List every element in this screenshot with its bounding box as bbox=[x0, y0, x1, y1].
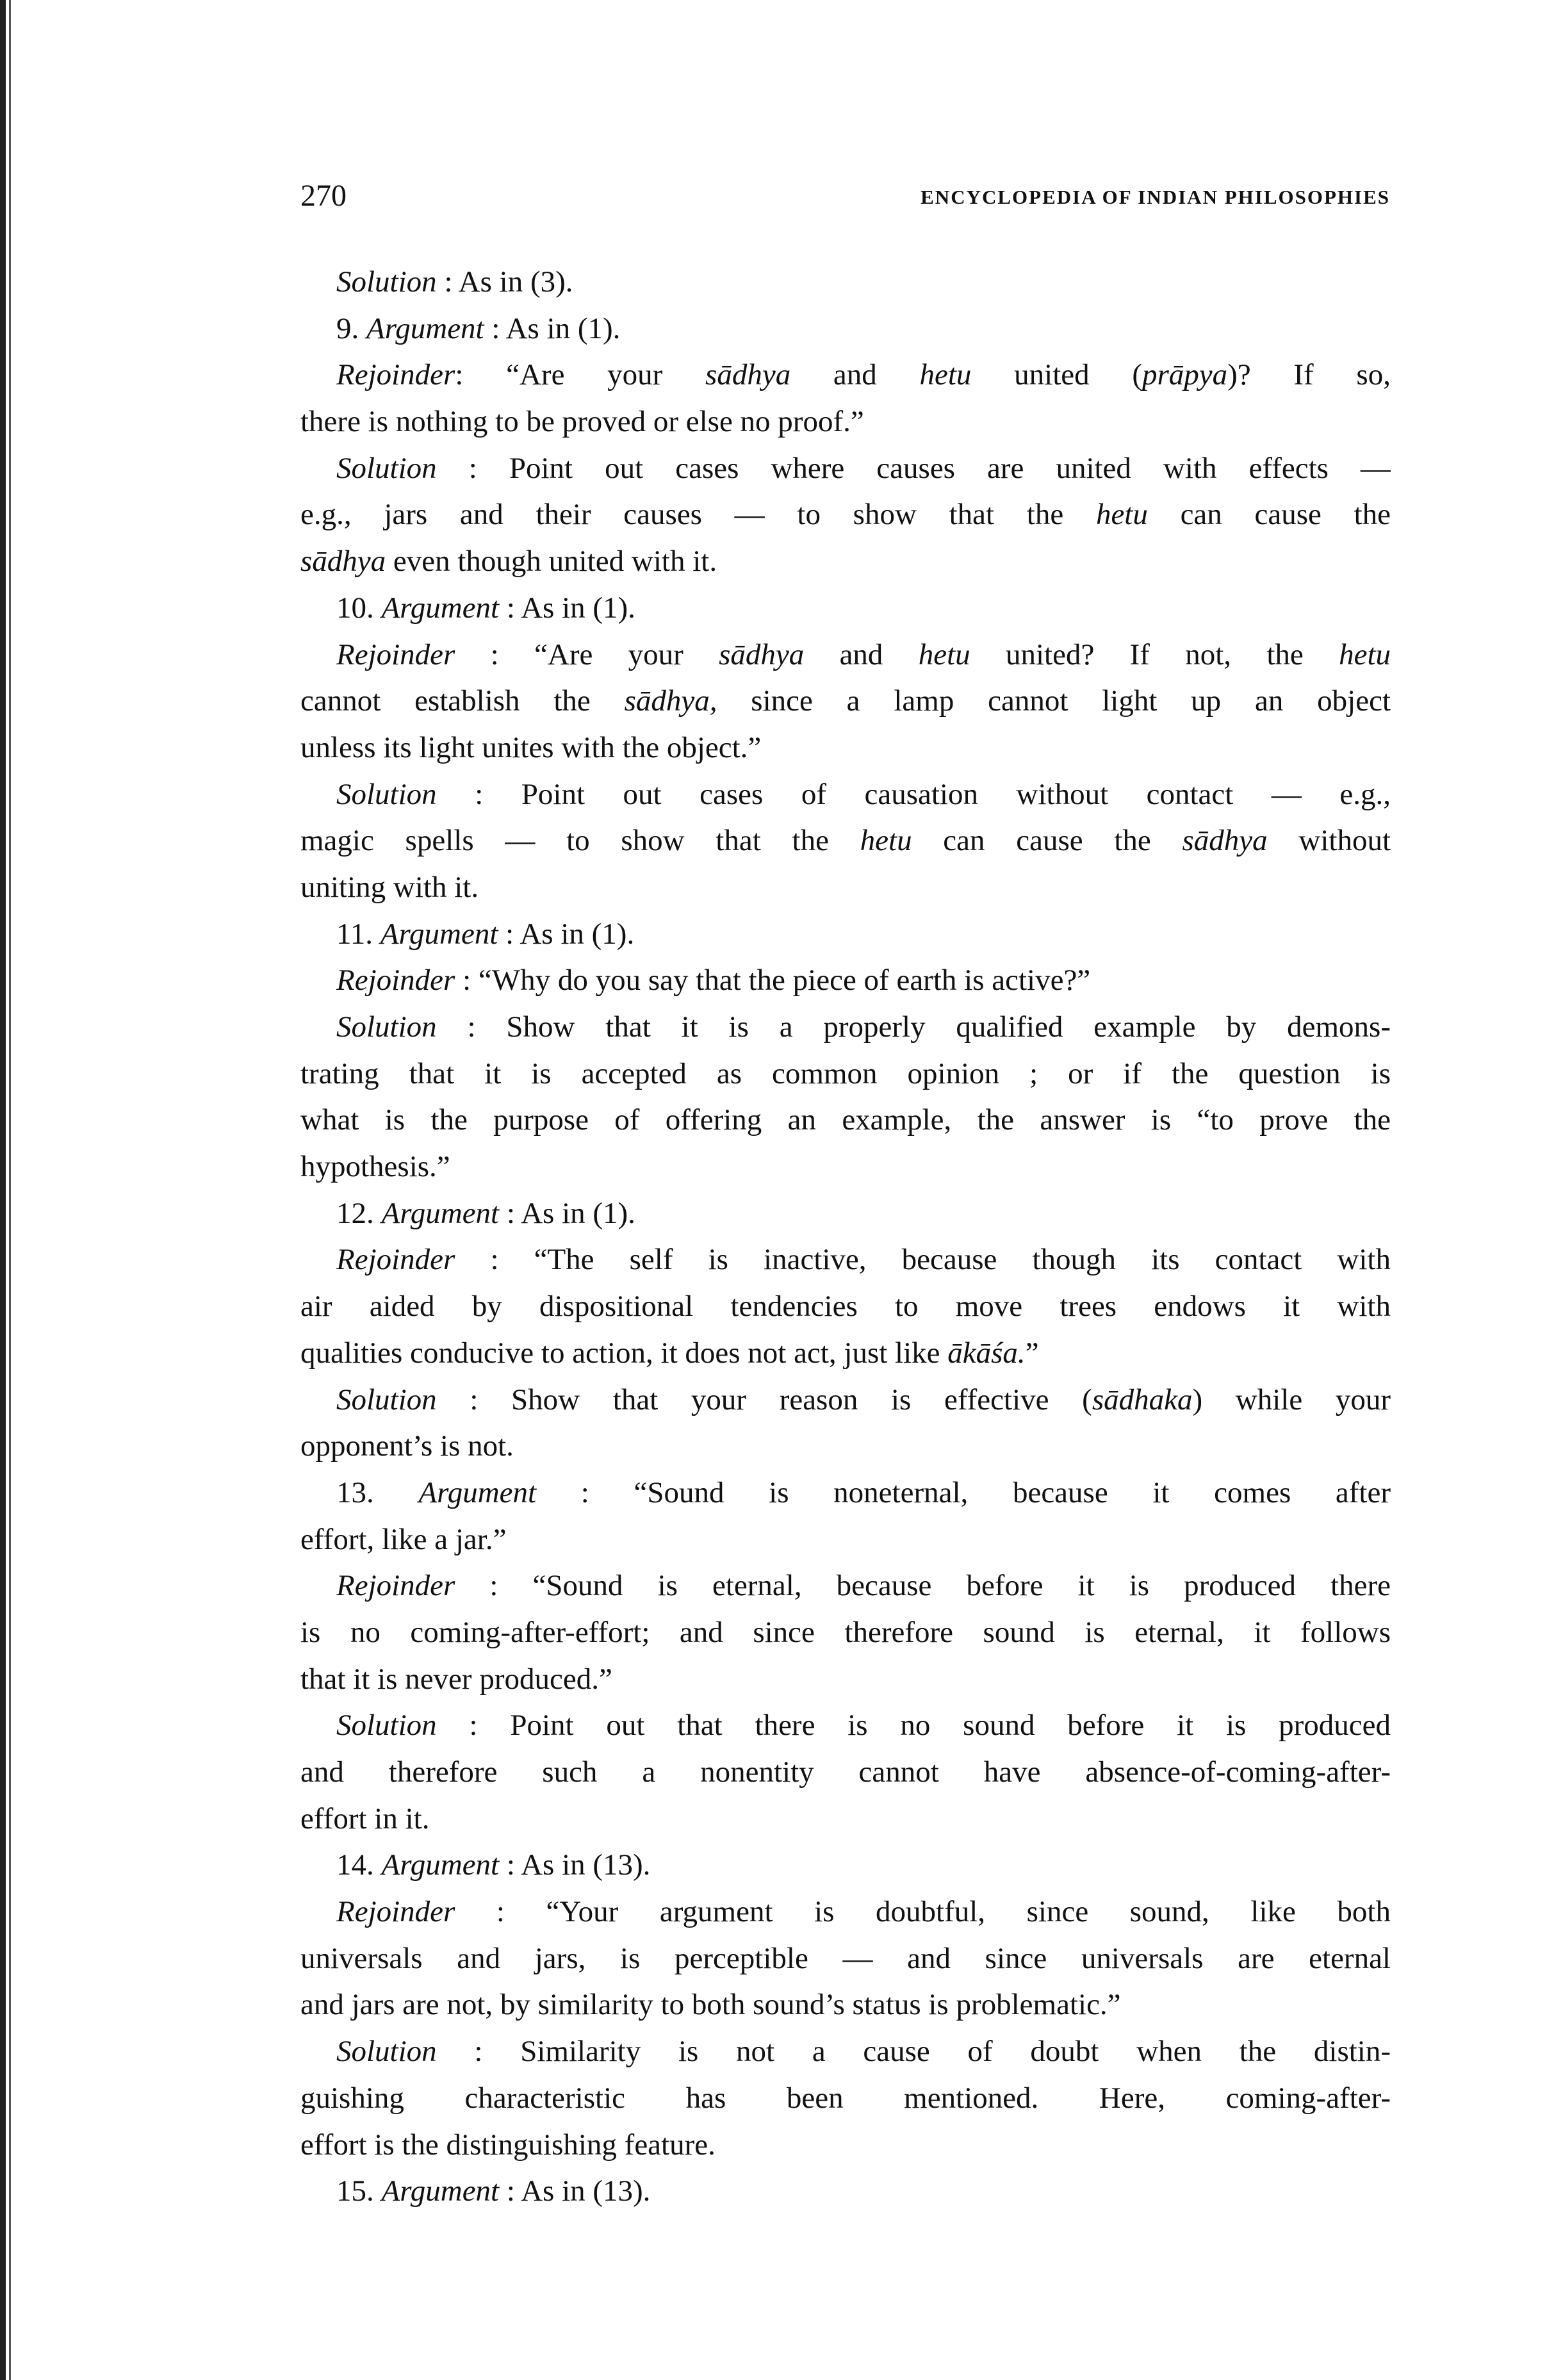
italic-term: Solution bbox=[336, 1709, 437, 1743]
text-segment: : As in (1). bbox=[499, 1196, 635, 1230]
text-segment: what is the purpose of offering an example, the answer is “to prove the bbox=[300, 1103, 1391, 1137]
text-segment: ) while your bbox=[1192, 1383, 1391, 1416]
text-line bbox=[300, 864, 1391, 911]
text-segment: : Point out that there is no sound before it is produced bbox=[436, 1709, 1391, 1743]
text-segment: and bbox=[804, 637, 919, 671]
text-segment: : As in (13). bbox=[499, 1848, 651, 1882]
text-line bbox=[300, 1656, 1391, 1703]
italic-term: hetu bbox=[860, 824, 912, 858]
text-segment: and therefore such a nonentity cannot have absence-of-coming-after- bbox=[300, 1755, 1391, 1789]
italic-term: Argument bbox=[380, 917, 498, 951]
paragraph bbox=[300, 911, 1391, 958]
text-segment: that it is never produced.” bbox=[300, 1662, 612, 1696]
text-segment: 14. bbox=[336, 1848, 382, 1882]
text-segment: air aided by dispositional tendencies to move trees endows it with bbox=[300, 1290, 1391, 1324]
text-segment: 12. bbox=[336, 1196, 382, 1230]
text-segment: effort is the distinguishing feature. bbox=[300, 2128, 716, 2162]
text-line bbox=[300, 1423, 1391, 1470]
italic-term: Solution bbox=[336, 2035, 437, 2069]
text-line bbox=[300, 585, 1391, 632]
text-line bbox=[300, 1004, 1391, 1051]
text-segment: and jars are not, by similarity to both sound’s status is problematic.” bbox=[300, 1988, 1121, 2022]
page-number: 270 bbox=[300, 179, 347, 213]
text-segment: united? If not, the bbox=[970, 637, 1339, 671]
text-line bbox=[300, 1842, 1391, 1889]
text-line bbox=[300, 957, 1391, 1004]
text-segment: 10. bbox=[336, 591, 382, 625]
italic-term: Solution bbox=[336, 1010, 437, 1044]
text-segment: : Show that it is a properly qualified example by demons- bbox=[436, 1010, 1391, 1044]
text-segment: cannot establish the bbox=[300, 684, 625, 718]
text-line bbox=[300, 306, 1391, 352]
italic-term: Rejoinder bbox=[336, 1895, 455, 1929]
italic-term: hetu bbox=[1095, 498, 1148, 532]
paragraph bbox=[300, 771, 1391, 911]
text-line bbox=[300, 2168, 1391, 2215]
text-segment: : As in (13). bbox=[499, 2174, 651, 2208]
italic-term: Argument bbox=[366, 311, 484, 345]
text-line bbox=[300, 1796, 1391, 1842]
text-segment: : “Sound is noneternal, because it comes after bbox=[536, 1475, 1391, 1509]
text-line bbox=[300, 1609, 1391, 1656]
text-segment: and bbox=[790, 358, 920, 392]
paragraph bbox=[300, 1702, 1391, 1842]
paragraph bbox=[300, 352, 1391, 445]
italic-term: Rejoinder bbox=[336, 358, 455, 392]
text-line bbox=[300, 1283, 1391, 1330]
text-line bbox=[300, 352, 1391, 398]
text-line bbox=[300, 1935, 1391, 1982]
text-segment: 13. bbox=[336, 1475, 419, 1509]
italic-term: sādhya, bbox=[624, 684, 717, 718]
text-segment: : Point out cases of causation without contact — e.g., bbox=[436, 777, 1391, 811]
text-segment: : Show that your reason is effective ( bbox=[436, 1383, 1092, 1416]
paragraph bbox=[300, 2028, 1391, 2168]
text-line bbox=[300, 445, 1391, 492]
italic-term: sādhya bbox=[1182, 824, 1268, 858]
text-line bbox=[300, 1470, 1391, 1516]
italic-term: Argument bbox=[418, 1475, 537, 1509]
text-segment: trating that it is accepted as common opinion ; or if the question is bbox=[300, 1056, 1391, 1090]
text-segment: without bbox=[1267, 824, 1391, 858]
paragraph bbox=[300, 1190, 1391, 1237]
text-line bbox=[300, 1982, 1391, 2028]
paragraph bbox=[300, 1889, 1391, 2028]
italic-term: Argument bbox=[381, 591, 500, 625]
text-line bbox=[300, 2122, 1391, 2169]
text-line bbox=[300, 1236, 1391, 1283]
italic-term: sādhya bbox=[300, 545, 386, 579]
paragraph bbox=[300, 1842, 1391, 1889]
italic-term: sādhaka bbox=[1092, 1383, 1193, 1416]
italic-term: Argument bbox=[381, 1848, 500, 1882]
italic-term: Solution bbox=[336, 265, 437, 299]
text-segment: 9. bbox=[336, 311, 366, 345]
text-line bbox=[300, 1377, 1391, 1424]
text-segment: since a lamp cannot light up an object bbox=[717, 684, 1391, 718]
text-line bbox=[300, 398, 1391, 445]
text-segment: : “The self is inactive, because though its contact with bbox=[455, 1243, 1391, 1277]
running-head: ENCYCLOPEDIA OF INDIAN PHILOSOPHIES bbox=[921, 186, 1390, 208]
text-segment: : “Sound is eternal, because before it is produced there bbox=[455, 1569, 1391, 1603]
text-segment: can cause the bbox=[912, 824, 1182, 858]
italic-term: Rejoinder bbox=[336, 637, 455, 671]
text-segment: )? If so, bbox=[1227, 358, 1391, 392]
text-segment: : As in (1). bbox=[499, 591, 635, 625]
text-line bbox=[300, 725, 1391, 771]
italic-term: Rejoinder bbox=[336, 1569, 455, 1603]
text-segment: even though united with it. bbox=[386, 545, 717, 579]
italic-term: prāpya bbox=[1142, 358, 1228, 392]
text-line bbox=[300, 771, 1391, 818]
text-line bbox=[300, 538, 1391, 585]
text-segment: opponent’s is not. bbox=[300, 1429, 514, 1463]
paragraph bbox=[300, 632, 1391, 771]
text-segment: : “Are your bbox=[455, 637, 719, 671]
text-segment: qualities conducive to action, it does not act, just like bbox=[300, 1336, 948, 1370]
text-segment: effort in it. bbox=[300, 1801, 430, 1835]
italic-term: Solution bbox=[336, 777, 437, 811]
text-segment: united ( bbox=[971, 358, 1143, 392]
page-body bbox=[300, 259, 1391, 2215]
text-segment: : “Your argument is doubtful, since sound, like both bbox=[455, 1895, 1391, 1929]
italic-term: Solution bbox=[336, 1383, 437, 1416]
text-segment: : “Why do you say that the piece of earth is active?” bbox=[455, 964, 1091, 997]
italic-term: hetu bbox=[1339, 637, 1391, 671]
italic-term: sādhya bbox=[719, 637, 805, 671]
paragraph bbox=[300, 259, 1391, 306]
text-line bbox=[300, 1516, 1391, 1563]
scan-edge bbox=[0, 0, 6, 2380]
text-segment: : Point out cases where causes are united with effects — bbox=[436, 451, 1391, 485]
text-line bbox=[300, 911, 1391, 958]
text-segment: : As in (1). bbox=[498, 917, 635, 951]
italic-term: Solution bbox=[336, 451, 437, 485]
text-segment: 15. bbox=[336, 2174, 382, 2208]
text-segment: can cause the bbox=[1147, 498, 1391, 532]
text-segment: : “Are your bbox=[455, 358, 706, 392]
italic-term: hetu bbox=[919, 358, 972, 392]
italic-term: Rejoinder bbox=[336, 964, 455, 997]
text-line bbox=[300, 259, 1391, 306]
text-line bbox=[300, 1889, 1391, 1935]
paragraph bbox=[300, 445, 1391, 585]
text-line bbox=[300, 2075, 1391, 2122]
paragraph bbox=[300, 1236, 1391, 1376]
paragraph bbox=[300, 1004, 1391, 1190]
paragraph bbox=[300, 1377, 1391, 1470]
text-line bbox=[300, 678, 1391, 725]
text-line bbox=[300, 1097, 1391, 1144]
scan-edge-shadow bbox=[9, 0, 11, 2380]
paragraph bbox=[300, 957, 1391, 1004]
text-line bbox=[300, 1749, 1391, 1796]
text-line bbox=[300, 632, 1391, 678]
text-segment: 11. bbox=[336, 917, 381, 951]
italic-term: Argument bbox=[381, 1196, 500, 1230]
text-line bbox=[300, 1051, 1391, 1097]
text-line bbox=[300, 2028, 1391, 2075]
text-segment: guishing characteristic has been mentioned. Here, coming-after- bbox=[300, 2081, 1391, 2115]
text-segment: ” bbox=[1025, 1336, 1039, 1370]
text-segment: universals and jars, is perceptible — and since universals are eternal bbox=[300, 1941, 1391, 1975]
text-segment: : As in (1). bbox=[484, 311, 621, 345]
paragraph bbox=[300, 1470, 1391, 1563]
italic-term: Argument bbox=[381, 2174, 500, 2208]
text-segment: effort, like a jar.” bbox=[300, 1522, 507, 1556]
paragraph bbox=[300, 306, 1391, 352]
text-line bbox=[300, 1190, 1391, 1237]
paragraph bbox=[300, 2168, 1391, 2215]
text-line bbox=[300, 817, 1391, 864]
text-line bbox=[300, 491, 1391, 538]
text-segment: e.g., jars and their causes — to show that the bbox=[300, 498, 1096, 532]
text-line bbox=[300, 1330, 1391, 1377]
italic-term: ākāśa. bbox=[947, 1336, 1026, 1370]
paragraph bbox=[300, 585, 1391, 632]
text-segment: : As in (3). bbox=[436, 265, 573, 299]
paragraph bbox=[300, 1563, 1391, 1702]
text-segment: uniting with it. bbox=[300, 870, 479, 904]
text-segment: magic spells — to show that the bbox=[300, 824, 860, 858]
italic-term: hetu bbox=[918, 637, 970, 671]
text-line bbox=[300, 1563, 1391, 1609]
text-segment: : Similarity is not a cause of doubt when the distin- bbox=[436, 2035, 1391, 2069]
text-segment: hypothesis.” bbox=[300, 1150, 450, 1184]
text-segment: unless its light unites with the object.” bbox=[300, 730, 762, 764]
text-line bbox=[300, 1144, 1391, 1190]
italic-term: Rejoinder bbox=[336, 1243, 455, 1277]
text-segment: there is nothing to be proved or else no proof.” bbox=[300, 405, 864, 439]
text-segment: is no coming-after-effort; and since therefore sound is eternal, it follows bbox=[300, 1615, 1391, 1649]
italic-term: sādhya bbox=[705, 358, 791, 392]
text-line bbox=[300, 1702, 1391, 1749]
